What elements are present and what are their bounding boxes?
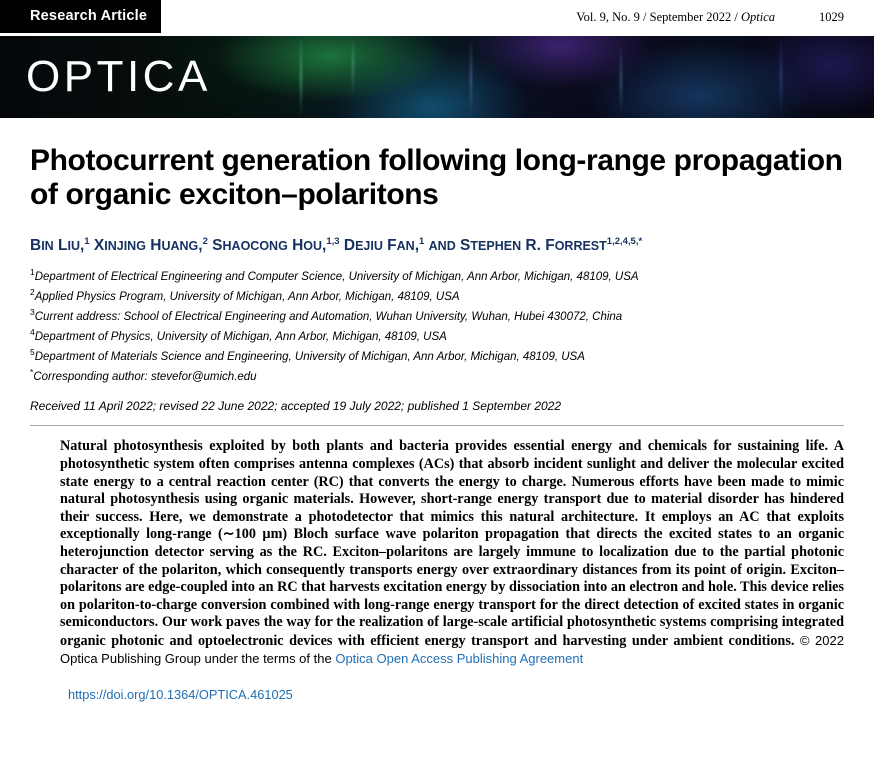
page-number: 1029 [819, 10, 844, 24]
affiliation-marker: * [30, 367, 34, 378]
affiliation-item [30, 325, 844, 345]
author-list: BIN LIU,$^1$ XINJING HUANG,$^2$ SHAOCONG HOU,$^{1,3}$ DEJIU FAN,$^1$ AND STEPHEN R. $FORREST^{1,2,4,5,*}$ [30, 236, 643, 255]
banner-light-streak [352, 36, 354, 96]
affiliation-marker: 2 [30, 287, 35, 298]
copyright-text: © 2022 Optica Publishing Group under the terms of the [60, 632, 844, 667]
citation-text [576, 10, 775, 25]
affiliation-text: Current address: School of Electrical Engineering and Automation, Wuhan University, Wuhan, Hubei 430072, China [34, 311, 623, 324]
horizontal-rule [30, 425, 844, 426]
affiliation-text: Department of Materials Science and Engineering, University of Michigan, Ann Arbor, Michigan, 48109, USA [34, 351, 585, 364]
affiliation-text: Department of Physics, University of Michigan, Ann Arbor, Michigan, 48109, USA [34, 331, 447, 344]
affiliation-text: Applied Physics Program, University of Michigan, Ann Arbor, Michigan, 48109, USA [34, 291, 460, 304]
affiliation-marker: 3 [30, 307, 35, 318]
affiliation-marker: 1 [30, 267, 35, 278]
header-citation [576, 10, 844, 25]
abstract-section [30, 438, 844, 669]
affiliation-marker: 5 [30, 347, 35, 358]
article-type-badge: Research Article [0, 0, 161, 33]
banner-light-streak [300, 36, 302, 118]
paper-content [0, 144, 874, 702]
abstract-body: Natural photosynthesis exploited by both plants and bacteria provides essential energy and chemicals for sustaining life. A photosynthetic system often comprises antenna complexes (ACs) that absorb incident sunlight and deliver the molecular excited state energy to a central reaction center (RC) that converts the energy to charge. Numerous efforts have been made to mimic natural photosynthesis using organic materials. However, short-range energy transport due to material disorder has hindered their success. Here, we demonstrate a photodetector that mimics this natural architecture. It employs an AC that exploits exceptionally long-range (∼100 µm) Bloch surface wave polariton propagation that directs the excited states to an organic heterojunction detector serving as the RC. Exciton–polaritons are largely immune to localization due to the partial photonic character of the polariton, which consequently transports energy over extraordinary distances from its point of origin. Exciton–polaritons are edge-coupled into an RC that harvests excitation energy by dissociation into an electron and hole. This device relies on polariton-to-charge conversion combined with long-range energy transport for the direct detection of excited states in organic semiconductors. Our work paves the way for the realization of large-scale artificial photosynthetic systems comprising integrated organic photonic and optoelectronic devices with efficient energy transport and harvesting under ambient conditions. [60, 438, 844, 649]
affiliation-item [30, 265, 844, 285]
page-title: Photocurrent generation following long-range propagation of organic exciton–polaritons [30, 144, 843, 211]
doi-link[interactable]: https://doi.org/10.1364/OPTICA.461025 [68, 687, 293, 703]
banner-light-streak [470, 36, 472, 118]
affiliation-item [30, 345, 844, 365]
affiliation-item [30, 305, 844, 325]
abstract-text [60, 438, 844, 669]
publication-history: Received 11 April 2022; revised 22 June 2022; accepted 19 July 2022; published 1 September 2022 [30, 399, 562, 414]
affiliation-item [30, 365, 844, 385]
affiliation-item [30, 285, 844, 305]
affiliation-marker: 4 [30, 327, 35, 338]
affiliation-text: Department of Electrical Engineering and Computer Science, University of Michigan, Ann Arbor, Michigan, 48109, USA [34, 270, 639, 283]
optica-banner [0, 36, 874, 118]
affiliation-text: Corresponding author: stevefor@umich.edu [33, 371, 257, 384]
page-header [0, 0, 874, 36]
affiliation-list [30, 265, 844, 385]
license-link[interactable]: Optica Open Access Publishing Agreement [335, 651, 584, 667]
doi-line [68, 687, 844, 702]
optica-logo: OPTICA [26, 52, 211, 101]
citation-prefix: Vol. 9, No. 9 / September 2022 / [576, 10, 741, 24]
banner-light-streak [780, 36, 782, 118]
journal-name: Optica [740, 10, 775, 24]
banner-light-streak [620, 44, 622, 114]
